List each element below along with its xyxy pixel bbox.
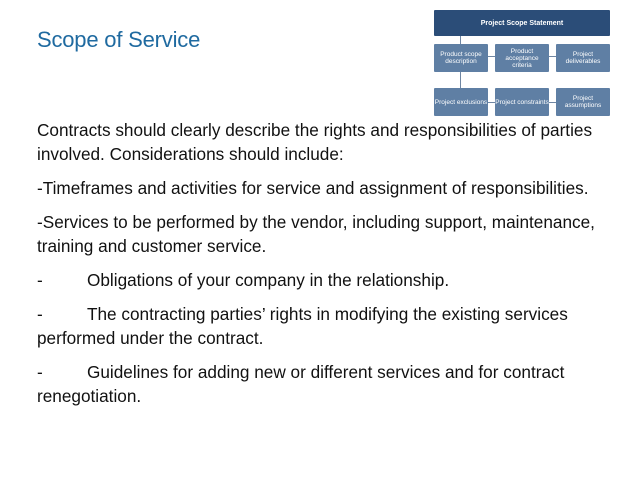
body-paragraph <box>37 302 597 350</box>
paragraph-text: Contracts should clearly describe the rights and responsibilities of parties involved. Considerations should include: <box>37 120 593 164</box>
body-paragraph <box>37 210 597 258</box>
paragraph-text: Obligations of your company in the relationship. <box>87 270 450 290</box>
slide-title: Scope of Service <box>37 27 201 52</box>
diagram-connector <box>548 102 556 103</box>
diagram-header: Project Scope Statement <box>434 10 610 36</box>
diagram-connector <box>460 72 461 88</box>
diagram-cell-product-scope-description: Product scope description <box>434 44 488 72</box>
paragraph-text: The contracting parties’ rights in modifying the existing services performed under the contract. <box>37 304 568 348</box>
diagram-cell-project-deliverables: Project deliverables <box>556 44 610 72</box>
dash-marker: - <box>37 304 43 324</box>
diagram-cell-project-exclusions: Project exclusions <box>434 88 488 116</box>
diagram-connector <box>548 56 556 57</box>
body-paragraph <box>37 268 597 292</box>
diagram-cell-project-assumptions: Project assumptions <box>556 88 610 116</box>
body-paragraph <box>37 360 597 408</box>
project-scope-diagram <box>434 10 610 118</box>
paragraph-text: -Services to be performed by the vendor, including support, maintenance, training and customer service. <box>37 212 595 256</box>
paragraph-text: Guidelines for adding new or different services and for contract renegotiation. <box>37 362 565 406</box>
slide-body <box>37 118 597 418</box>
diagram-connector <box>460 36 461 44</box>
diagram-cell-product-acceptance-criteria: Product acceptance criteria <box>495 44 549 72</box>
dash-marker: - <box>37 362 43 382</box>
body-paragraph <box>37 118 597 166</box>
diagram-cell-project-constraints: Project constraints <box>495 88 549 116</box>
dash-marker: - <box>37 270 43 290</box>
paragraph-text: -Timeframes and activities for service and assignment of responsibilities. <box>37 178 589 198</box>
body-paragraph <box>37 176 597 200</box>
